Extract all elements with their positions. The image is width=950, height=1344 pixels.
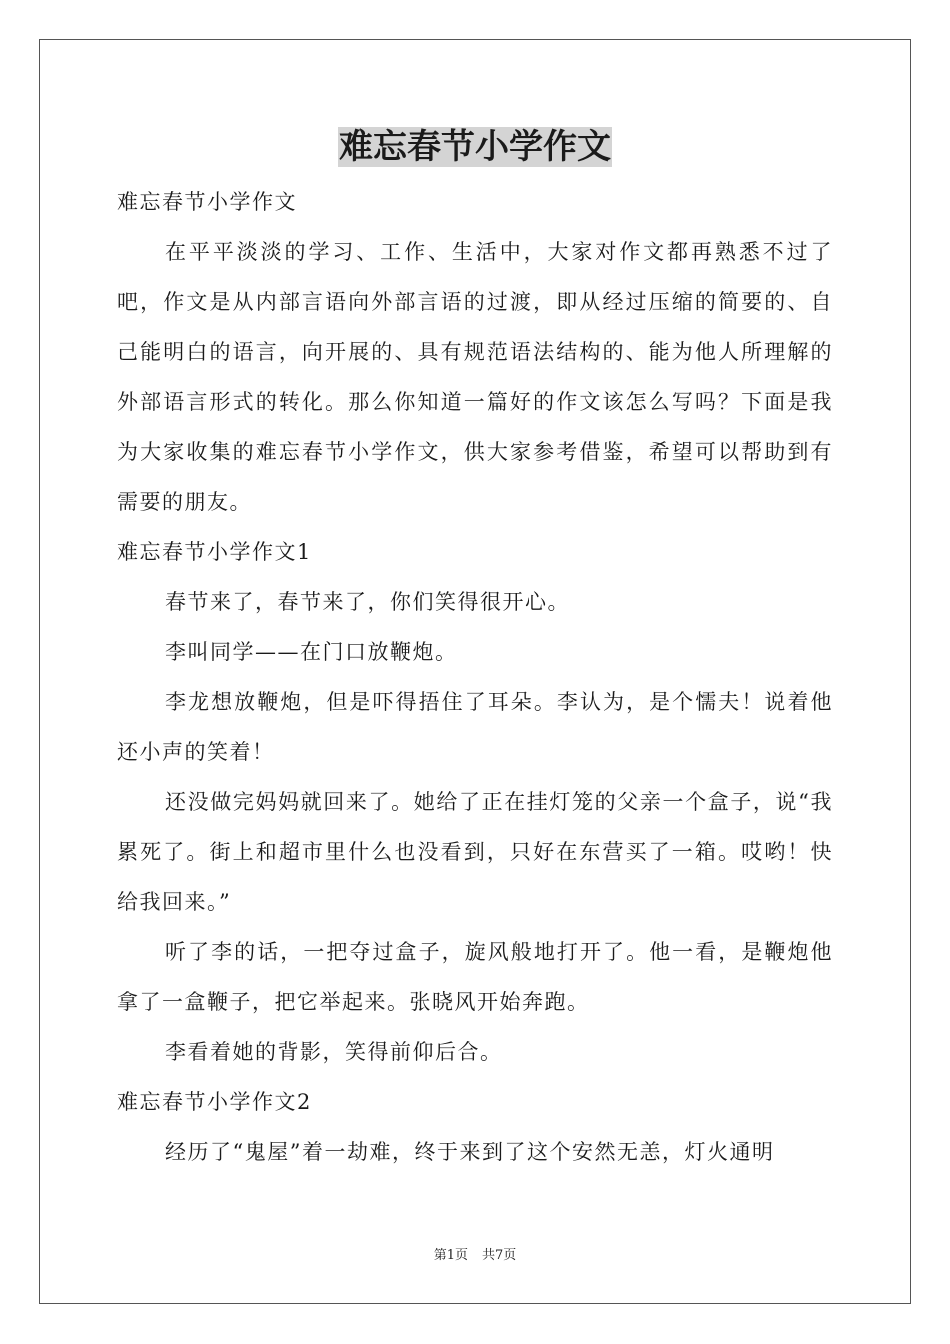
paragraph: 听了李的话，一把夺过盒子，旋风般地打开了。他一看，是鞭炮他拿了一盒鞭子，把它举起来。张晓风开始奔跑。 xyxy=(117,940,833,1014)
paragraph: 李看着她的背影，笑得前仰后合。 xyxy=(165,1040,503,1064)
document-title-text: 难忘春节小学作文 xyxy=(339,127,611,167)
paragraph-intro: 在平平淡淡的学习、工作、生活中，大家对作文都再熟悉不过了吧，作文是从内部言语向外部言语的过渡，即从经过压缩的简要的、自己能明白的语言，向开展的、具有规范语法结构的、能为他人所理解的外部语言形式的转化。那么你知道一篇好的作文该怎么写吗？下面是我为大家收集的难忘春节小学作文，供大家参考借鉴，希望可以帮助到有需要的朋友。 xyxy=(117,240,833,514)
section-heading-2: 难忘春节小学作文2 xyxy=(117,1090,312,1114)
paragraph: 经历了“鬼屋”着一劫难，终于来到了这个安然无恙，灯火通明 xyxy=(165,1140,775,1164)
page-footer xyxy=(0,1246,950,1266)
paragraph: 李龙想放鞭炮，但是吓得捂住了耳朵。李认为，是个懦夫！说着他还小声的笑着！ xyxy=(117,690,833,764)
document-title xyxy=(0,124,950,170)
paragraph: 李叫同学——在门口放鞭炮。 xyxy=(165,640,458,664)
page-number: 第1页 xyxy=(433,1248,468,1263)
paragraph: 春节来了，春节来了，你们笑得很开心。 xyxy=(165,590,570,614)
page-total: 共7页 xyxy=(482,1248,517,1263)
paragraph: 还没做完妈妈就回来了。她给了正在挂灯笼的父亲一个盒子，说“我累死了。街上和超市里什么也没看到，只好在东营买了一箱。哎哟！快给我回来。” xyxy=(117,790,833,914)
section-heading-1: 难忘春节小学作文1 xyxy=(117,540,312,564)
document-body xyxy=(117,177,833,1177)
paragraph-subtitle: 难忘春节小学作文 xyxy=(117,190,297,214)
